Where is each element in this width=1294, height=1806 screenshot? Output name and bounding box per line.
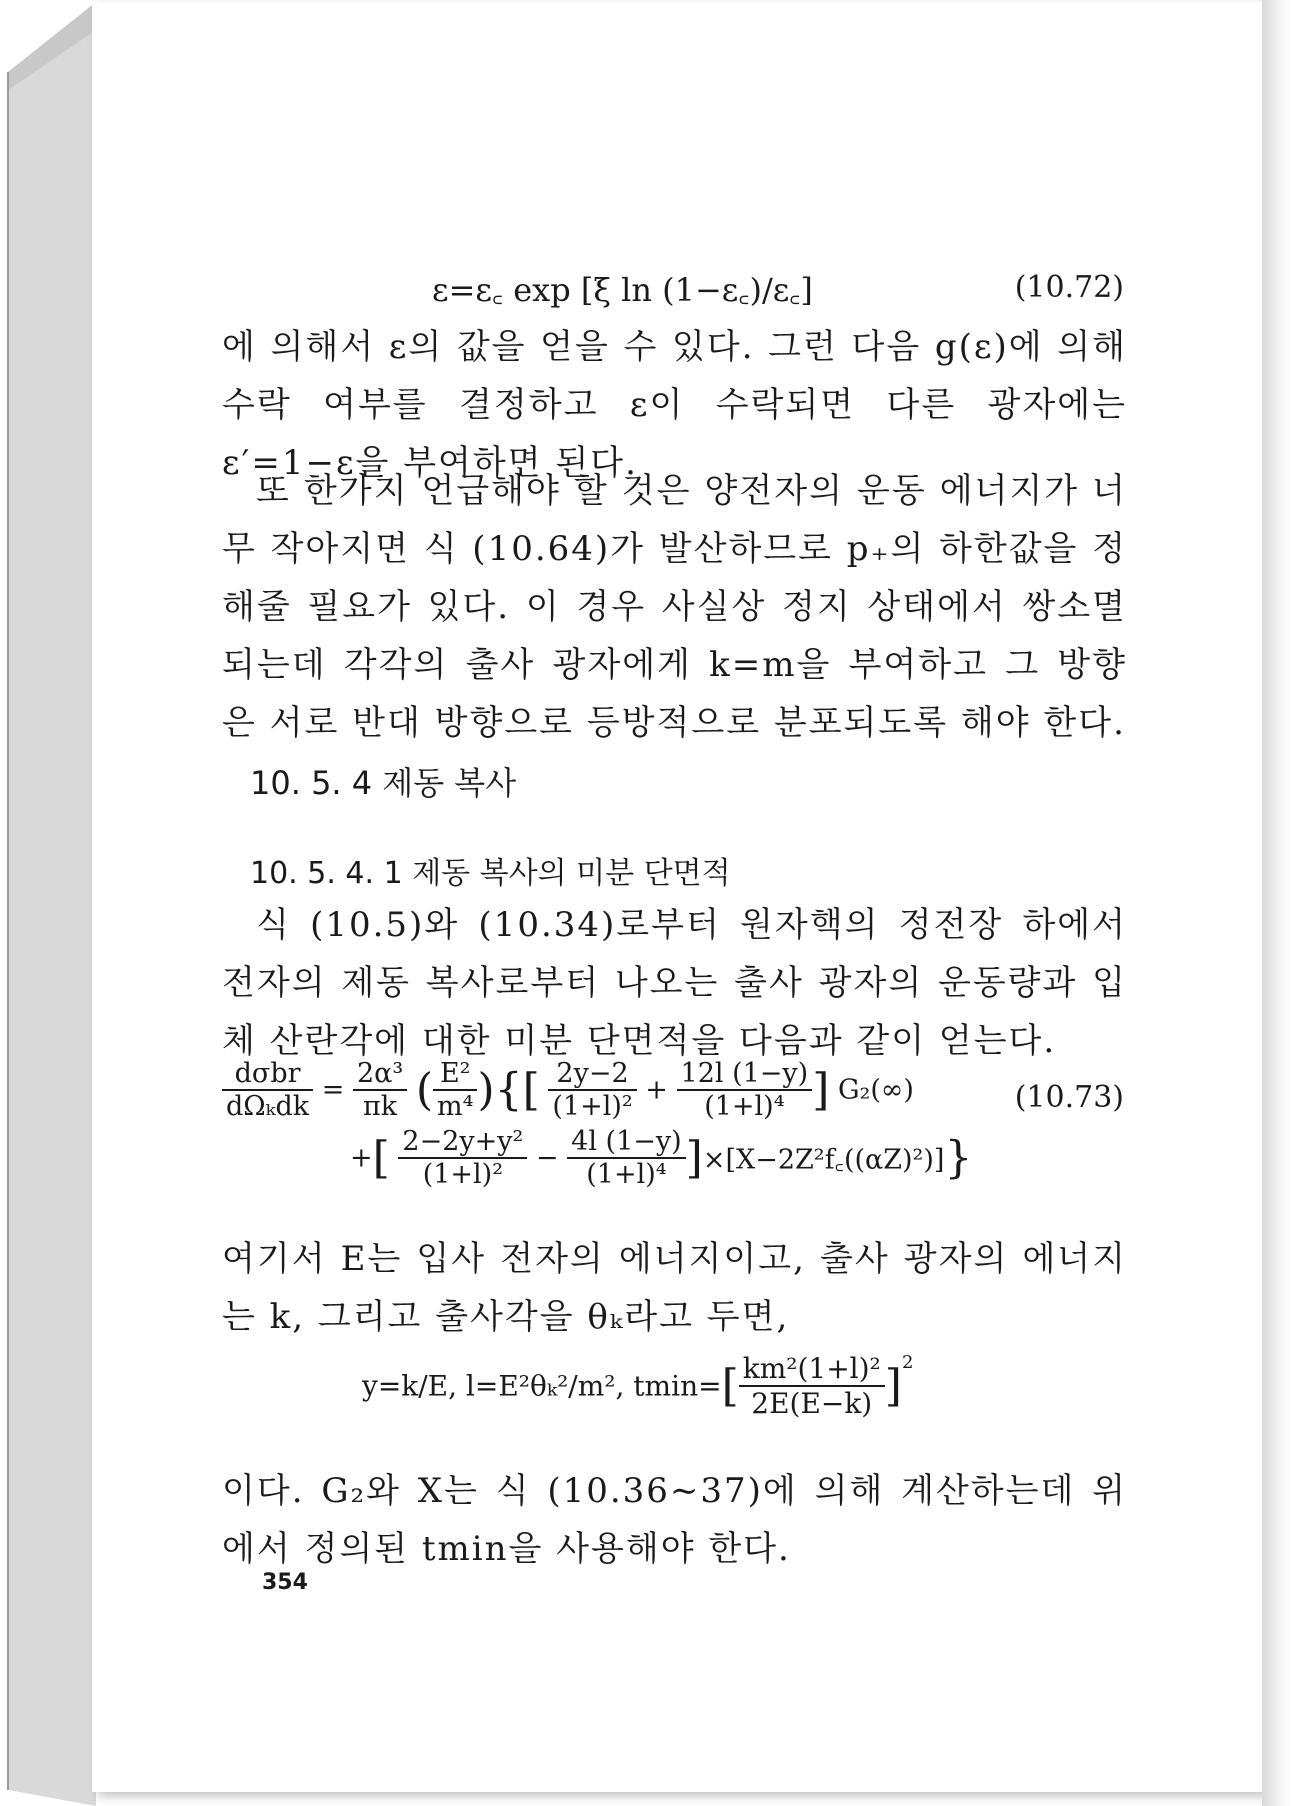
- section-heading: 10. 5. 4 제동 복사: [250, 764, 517, 802]
- paragraph-1: 에 의해서 ε의 값을 얻을 수 있다. 그런 다음 g(ε)에 의해 수락 여부를 결정하고 ε이 수락되면 다른 광자에는 ε′=1−ε을 부여하면 된다.: [222, 327, 1127, 483]
- eq73-coef: $\frac{\text{2α³}}{\pi k}$: [353, 1058, 407, 1122]
- book-spine: [0, 0, 96, 1806]
- subsection-heading: 10. 5. 4. 1 제동 복사의 미분 단면적: [250, 856, 731, 891]
- eq73-term-1: $\frac{2y-2}{\text{(1+l)²}}$: [548, 1058, 636, 1122]
- paragraph-2: 또 한가지 언급해야 할 것은 양전자의 운동 에너지가 너무 작아지면 식 (10.64)가 발산하므로 p₊의 하한값을 정해줄 필요가 있다. 이 경우 사실상 정지 상태에서 쌍소멸되는데 각각의 출사 광자에게 k=m을 부여하고 그 방향은 서로 반대 방향으로 등방적으로 분포되도록 해야 한다.: [222, 471, 1127, 743]
- eq73-term-4: $\frac{4l (1-y)}{\text{(1+l)⁴}}$: [567, 1126, 686, 1190]
- page-edge-shadow: [1262, 0, 1292, 1806]
- paragraph-3: 식 (10.5)와 (10.34)로부터 원자핵의 정전장 하에서 전자의 제동 복사로부터 나오는 출사 광자의 운동량과 입체 산란각에 대한 미분 단면적을 다음과 같이 얻는다.: [222, 905, 1127, 1061]
- page-number: 354: [262, 1570, 308, 1595]
- equation-definitions: y=k/E, l=E²θₖ²/m², tmin=[ $\frac{\text{km²(1+l)²}}{2E(E-k)}$ ]$^2$: [362, 1352, 914, 1420]
- equation-10-72: ε=ε꜀ exp [ξ ln (1−ε꜀)/ε꜀]: [432, 271, 813, 309]
- equation-10-73: $\frac{\text{dσbr}}{\text{dΩₖdk}}$ = $\frac{\text{2α³}}{\pi k}$ ( $\frac{\text{E²}}{\text{m⁴}}$ ){[ $\frac{2y-2}{\text{(1+l)²}}$ + $\frac{12l (1-y)}{\text{(1+l)⁴}}$ ] G₂(∞) +[ $\frac{\text{2−2y+y²}}{\text{(1+l)²}}$ − $\frac{4l (1-y)}{\text{(1+l)⁴}}$ ]×[X−2Z²f꜀((αZ)²)]}: [222, 1058, 972, 1190]
- paragraph-4: 여기서 E는 입사 전자의 에너지이고, 출사 광자의 에너지는 k, 그리고 출사각을 θₖ라고 두면,: [222, 1239, 1127, 1337]
- eq73-tail: ×[X−2Z²f꜀((αZ)²)]: [702, 1144, 945, 1176]
- equation-number-10-73: (10.73): [1014, 1080, 1124, 1115]
- paragraph-5: 이다. G₂와 X는 식 (10.36∼37)에 의해 계산하는데 위에서 정의된 tmin을 사용해야 한다.: [222, 1471, 1127, 1569]
- eq73-g2: G₂(∞): [837, 1074, 914, 1106]
- eq73-lhs: $\frac{\text{dσbr}}{\text{dΩₖdk}}$: [222, 1058, 313, 1122]
- tmin-fraction: $\frac{\text{km²(1+l)²}}{2E(E-k)}$: [739, 1352, 885, 1420]
- eq73-term-3: $\frac{\text{2−2y+y²}}{\text{(1+l)²}}$: [398, 1126, 527, 1190]
- eq73-e-ratio: $\frac{\text{E²}}{\text{m⁴}}$: [433, 1058, 477, 1122]
- eq73-term-2: $\frac{12l (1-y)}{\text{(1+l)⁴}}$: [677, 1058, 813, 1122]
- equation-number-10-72: (10.72): [1014, 270, 1124, 305]
